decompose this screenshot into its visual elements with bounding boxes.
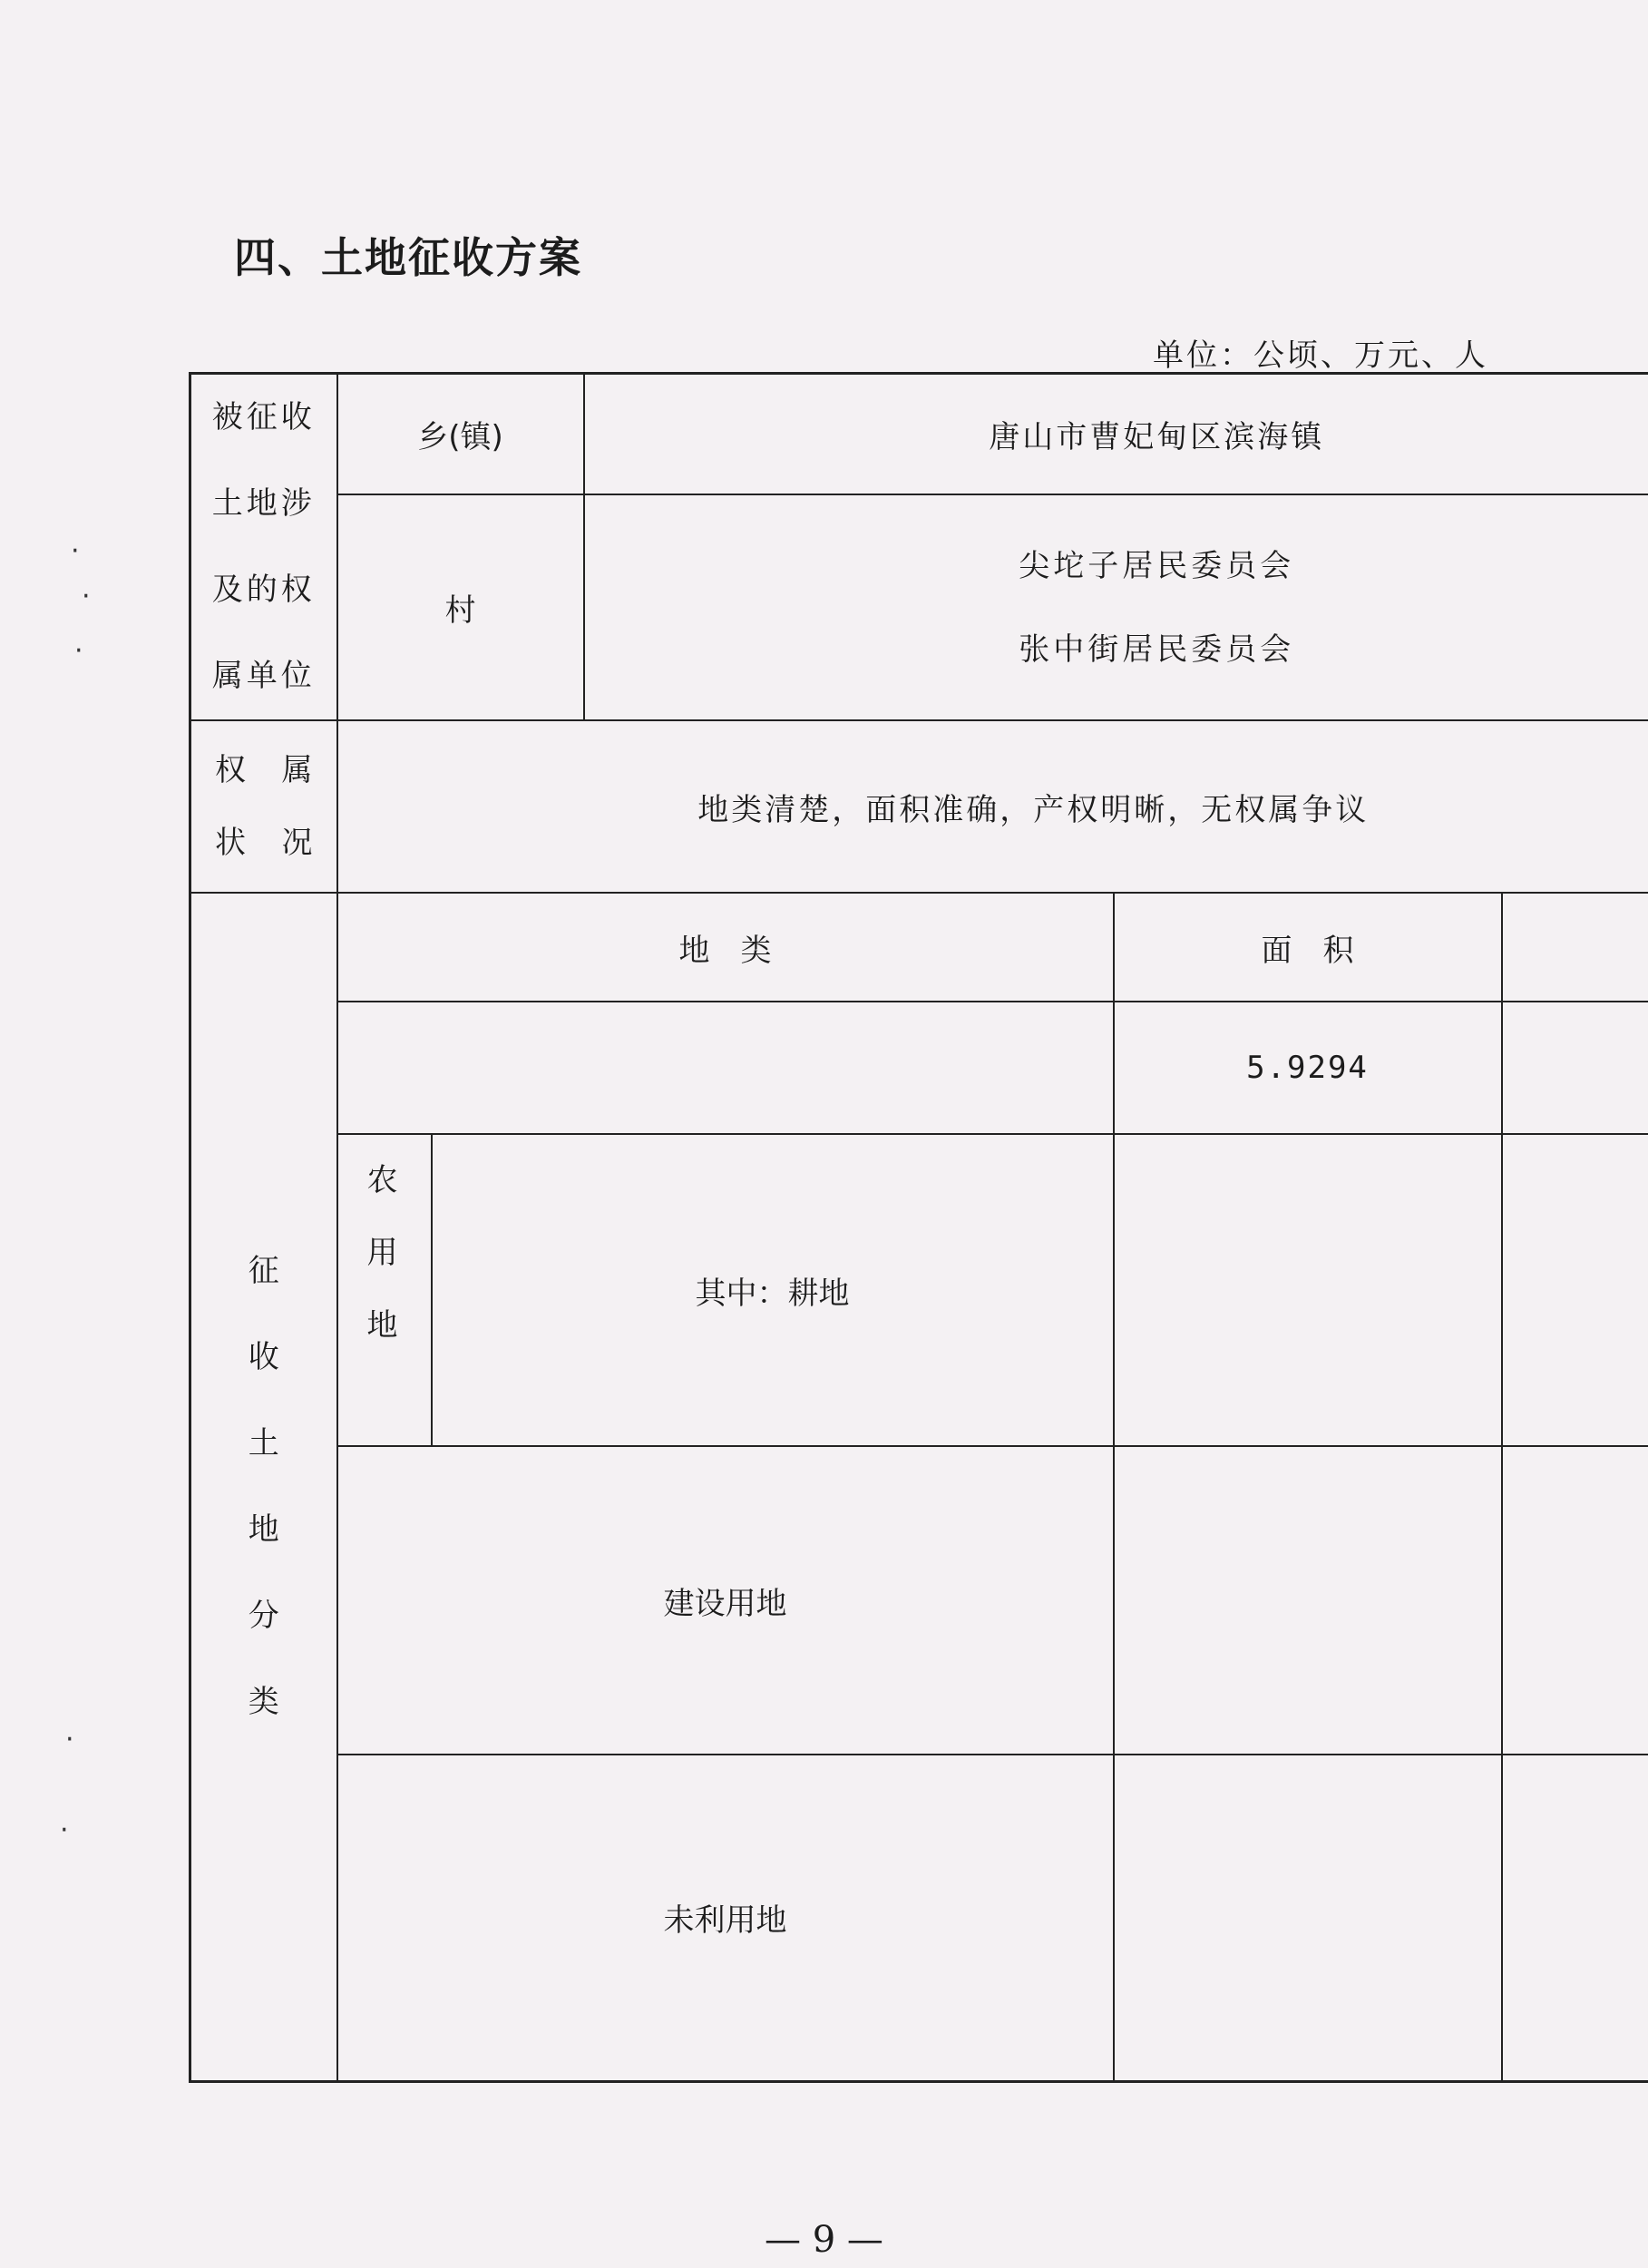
ownership-status-row (190, 720, 1648, 893)
label-char: 地 (248, 1510, 279, 1548)
township-value: 唐山市曹妃甸区滨海镇 (584, 374, 1648, 495)
label-line: 土地涉 (211, 485, 316, 522)
blank-cell (1502, 1755, 1648, 2081)
column-header-land-type: 地 类 (337, 893, 1114, 1002)
blank-cell (1502, 1446, 1648, 1755)
column-header-area: 面 积 (1114, 893, 1502, 1002)
ownership-status-value: 地类清楚，面积准确，产权明晰，无权属争议 (337, 720, 1648, 893)
village-values (584, 494, 1648, 720)
unused-row (190, 1755, 1648, 2081)
label-char: 权 (215, 752, 246, 788)
village-value: 张中街居民委员会 (1019, 631, 1295, 668)
label-line: 属单位 (211, 658, 316, 694)
label-char: 收 (248, 1338, 279, 1375)
unit-note: 单位：公顷、万元、人 (1153, 337, 1488, 374)
blank-cell (1502, 1134, 1648, 1446)
construction-area-value (1114, 1446, 1502, 1755)
label-char: 土 (248, 1424, 279, 1461)
label-char: 类 (248, 1683, 279, 1720)
arable-area-value (1114, 1134, 1502, 1446)
scan-mark: · (65, 1724, 74, 1755)
label-char: 征 (248, 1252, 279, 1289)
label-char: 分 (248, 1597, 279, 1634)
label-pair (191, 807, 336, 879)
ownership-status-label-cell (190, 720, 337, 893)
label-pair (191, 734, 336, 807)
label-line: 被征收 (211, 399, 316, 435)
agricultural-total-blank (337, 1002, 1114, 1134)
label-char: 况 (281, 825, 313, 861)
unused-area-value (1114, 1755, 1502, 2081)
classification-label-cell (190, 893, 337, 2081)
page-number: — 9 — (765, 2219, 883, 2261)
village-value: 尖坨子居民委员会 (1019, 547, 1295, 584)
agricultural-land-label (337, 1134, 432, 1446)
scan-mark: · (82, 581, 91, 612)
construction-land-label: 建设用地 (337, 1446, 1114, 1755)
scan-mark: · (71, 535, 80, 567)
label-line: 及的权 (211, 572, 316, 608)
label-char: 地 (366, 1307, 402, 1344)
construction-row (190, 1446, 1648, 1755)
township-row (190, 374, 1648, 495)
arable-land-label: 其中：耕地 (432, 1134, 1114, 1446)
unused-land-label: 未利用地 (337, 1755, 1114, 2081)
village-row (190, 494, 1648, 720)
blank-cell (1502, 1002, 1648, 1134)
village-label: 村 (337, 494, 584, 720)
label-char: 状 (215, 825, 246, 861)
scan-mark: · (60, 1814, 69, 1846)
section-heading: 四、土地征收方案 (234, 233, 582, 282)
label-char: 农 (366, 1162, 402, 1198)
ownership-unit-label-cell (190, 374, 337, 721)
scan-mark: · (74, 635, 83, 667)
arable-row (190, 1134, 1648, 1446)
label-char: 用 (366, 1235, 402, 1271)
classification-header-row (190, 893, 1648, 1002)
agricultural-total-row (190, 1002, 1648, 1134)
township-label: 乡(镇) (337, 374, 584, 495)
land-expropriation-table (189, 372, 1648, 2083)
label-char: 属 (281, 752, 313, 788)
agricultural-area-value: 5.9294 (1114, 1002, 1502, 1134)
column-header-blank (1502, 893, 1648, 1002)
